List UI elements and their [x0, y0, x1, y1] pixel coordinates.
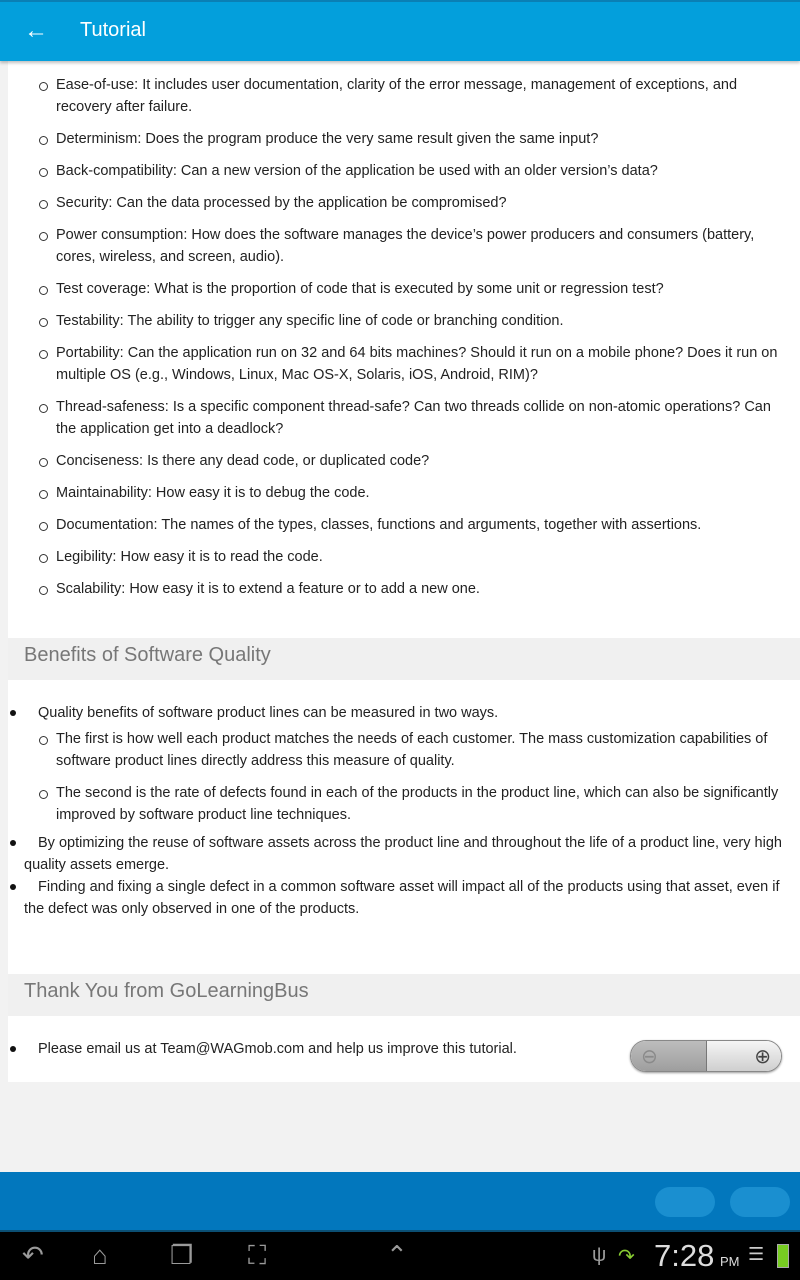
- wifi-icon: ☰: [748, 1244, 765, 1264]
- bottom-bar: [0, 1172, 800, 1232]
- list-item: Testability: The ability to trigger any specific line of code or branching condition.: [56, 310, 786, 332]
- back-arrow-icon[interactable]: ←: [24, 17, 48, 44]
- list-item: Test coverage: What is the proportion of code that is executed by some unit or regression test?: [56, 278, 786, 300]
- zoom-controls: [630, 1040, 782, 1072]
- list-item: Ease-of-use: It includes user documentation, clarity of the error message, management of exceptions, and recovery after failure.: [56, 74, 786, 118]
- list-item: The second is the rate of defects found in each of the products in the product line, which can also be significantly improved by software product line techniques.: [56, 782, 786, 826]
- recent-apps-icon[interactable]: ❐: [170, 1240, 194, 1270]
- list-item: Documentation: The names of the types, classes, functions and arguments, together with assertions.: [56, 514, 786, 536]
- list-item: Conciseness: Is there any dead code, or duplicated code?: [56, 450, 786, 472]
- system-nav-bar: [0, 1232, 800, 1280]
- next-button[interactable]: [730, 1187, 790, 1217]
- clock: 7:28: [654, 1238, 715, 1273]
- list-item: Legibility: How easy it is to read the code.: [56, 546, 786, 568]
- back-icon[interactable]: ↶: [22, 1240, 44, 1270]
- app-bar: [0, 0, 800, 61]
- list-item: Back-compatibility: Can a new version of the application be used with an older version’s data?: [56, 160, 786, 182]
- list-item: Security: Can the data processed by the application be compromised?: [56, 192, 786, 214]
- section-heading-thanks: Thank You from GoLearningBus: [8, 974, 800, 1016]
- bullet-item: Please email us at Team@WAGmob.com and help us improve this tutorial.: [24, 1038, 604, 1060]
- zoom-in-button[interactable]: [707, 1041, 782, 1071]
- list-item: Maintainability: How easy it is to debug the code.: [56, 482, 786, 504]
- bullet-item: Quality benefits of software product lines can be measured in two ways.: [24, 702, 789, 724]
- bullet-item: By optimizing the reuse of software assets across the product line and throughout the life of a product line, very high quality assets emerge.: [24, 832, 789, 876]
- list-item: The first is how well each product matches the needs of each customer. The mass customization capabilities of software product lines directly address this measure of quality.: [56, 728, 786, 772]
- bullet-item: Finding and fixing a single defect in a common software asset will impact all of the products using that asset, even if the defect was only observed in one of the products.: [24, 876, 789, 920]
- list-item: Determinism: Does the program produce the very same result given the same input?: [56, 128, 786, 150]
- list-item: Power consumption: How does the software manages the device’s power producers and consumers (battery, cores, wireless, and screen, audio).: [56, 224, 786, 268]
- battery-icon: [777, 1244, 789, 1268]
- list-item: Thread-safeness: Is a specific component thread-safe? Can two threads collide on non-atomic operations? Can the application get into a deadlock?: [56, 396, 786, 440]
- home-icon[interactable]: ⌂: [92, 1240, 108, 1270]
- usb-icon: ψ: [592, 1244, 607, 1266]
- menu-up-icon[interactable]: ⌃: [386, 1240, 408, 1270]
- section-heading-benefits: Benefits of Software Quality: [8, 638, 800, 680]
- screenshot-icon[interactable]: ⛶: [248, 1240, 267, 1270]
- list-item: Scalability: How easy it is to extend a feature or to add a new one.: [56, 578, 786, 600]
- zoom-out-button[interactable]: [631, 1041, 707, 1071]
- sync-icon: ↷: [618, 1246, 635, 1268]
- page-title: Tutorial: [80, 19, 146, 41]
- zoom-in-icon: ⊕: [754, 1045, 771, 1068]
- previous-button[interactable]: [655, 1187, 715, 1217]
- tutorial-content[interactable]: [8, 61, 800, 1082]
- list-item: Portability: Can the application run on 32 and 64 bits machines? Should it run on a mobile phone? Does it run on multiple OS (e.g., Windows, Linux, Mac OS-X, Solaris, iOS, Android, RIM)?: [56, 342, 786, 386]
- clock-ampm: PM: [720, 1254, 740, 1269]
- zoom-out-icon: ⊖: [641, 1045, 658, 1068]
